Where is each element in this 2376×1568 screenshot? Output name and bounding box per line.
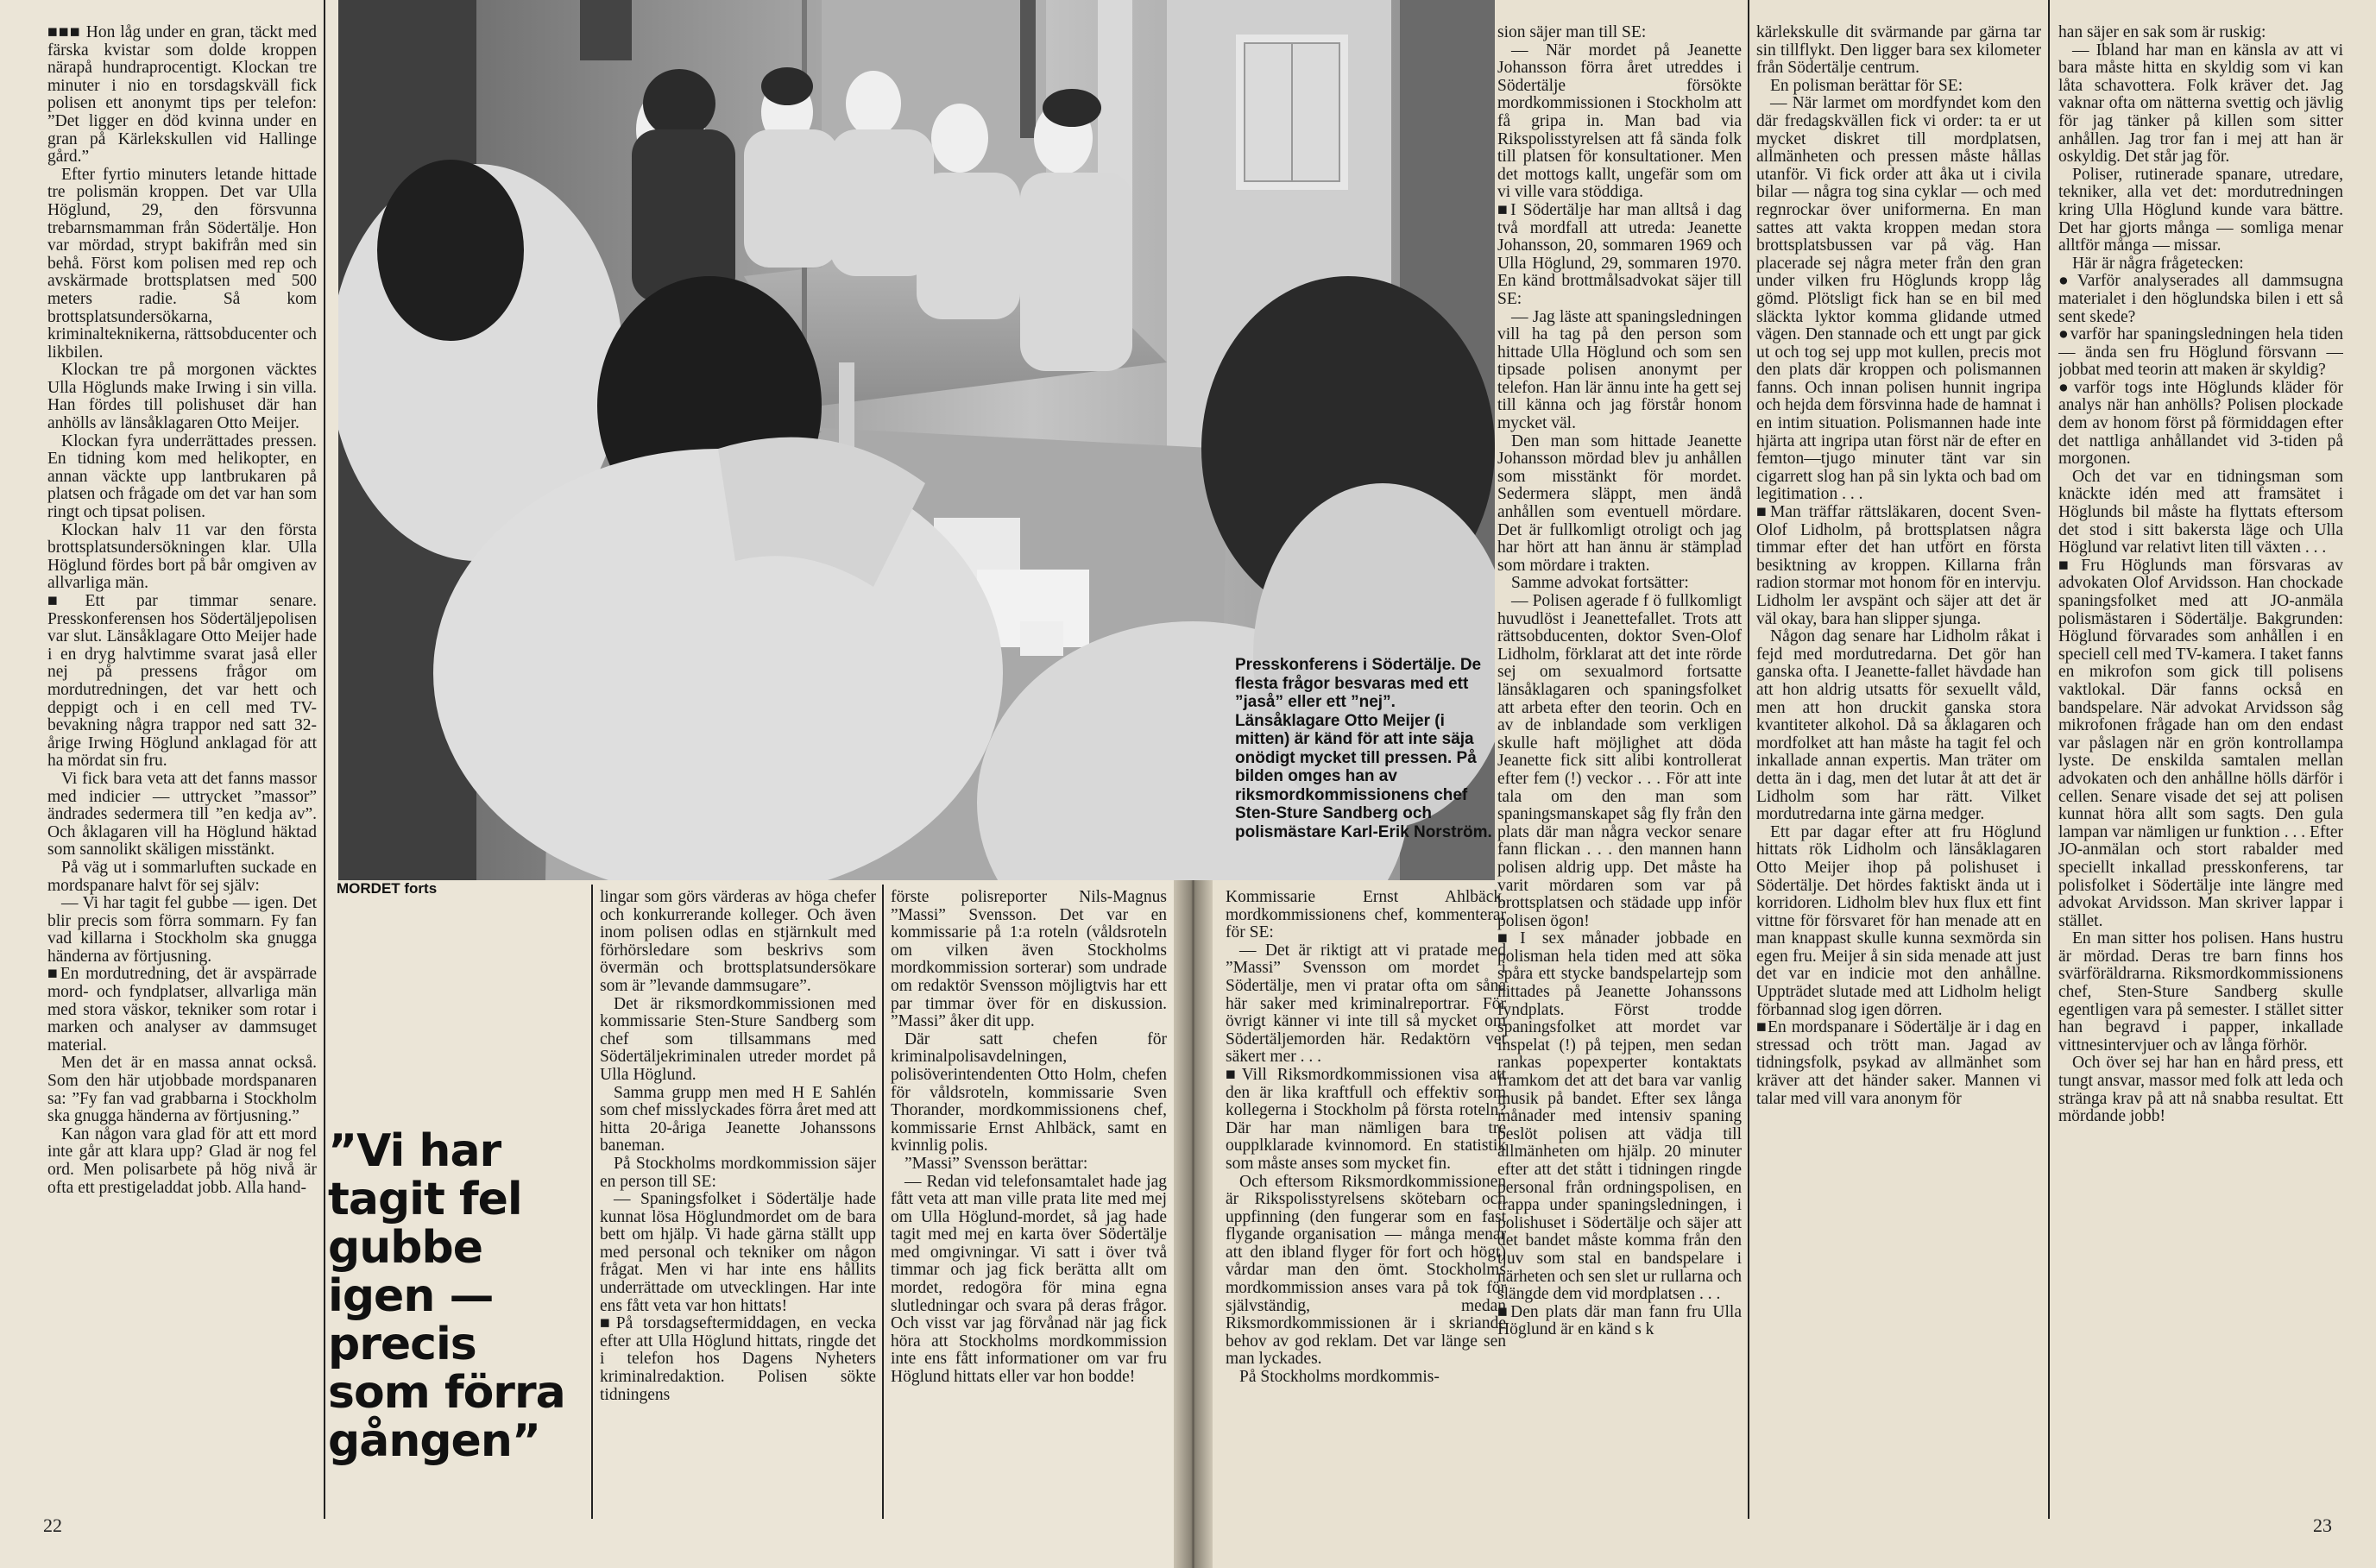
text-column-5 bbox=[1756, 24, 2041, 1513]
paragraph: Samme advokat fortsätter: bbox=[1511, 574, 1689, 593]
paragraph: ■ Den plats där man fann fru Ulla Höglund är en känd s k bbox=[1497, 1304, 1742, 1339]
paragraph: ■ Ett par timmar senare. Presskonferensen hos Södertäljepolisen var slut. Länsåklagare Otto Meijer hade i en dryg halvtimme svarat jaså eller nej på pressens frågor om mordutredningen, det var hett och deppigt och i en cell med TV-bevakning några trappor ned satt 32-årige Irwing Höglund anklagad för att ha mördat sin fru. bbox=[47, 593, 317, 771]
paragraph: Klockan fyra underrättades pressen. En tidning kom med helikopter, en annan väckte upp lantbrukaren på platsen och frågade om det var han som ringt och tipsat polisen. bbox=[47, 431, 317, 522]
paragraph: Efter fyrtio minuters letande hittade tre polismän kroppen. Det var Ulla Höglund, 29, den försvunna trebarnsmamman från Södertälje. Hon var mördad, strypt bakifrån med sin behå. Först kom polisen med rep och avskärmade brottsplatsen med 500 meters radie. Så kom brottsplatsundersökarna, kriminalteknikerna, rättsobducenter och likbilen. bbox=[47, 165, 317, 362]
paragraph: En man sitter hos polisen. Hans hustru är mördad. Deras tre barn finns hos svärföräldrarna. Riksmordkommissionens chef, Sten-Sture Sandberg skulle egentligen vara på semester. I stället sitter han begravd i papper, inkallade vittnesintervjuer och av långa förhör. bbox=[2058, 929, 2343, 1055]
paragraph: Och över sej har han en hård press, ett tungt ansvar, massor med folk att leda och stränga krav på att nå snabba resultat. Ett mördande jobb! bbox=[2058, 1054, 2343, 1126]
paragraph: Och eftersom Riksmordkommissionen är Rikspolisstyrelsens skötebarn och uppfinning (den fungerar som en fast flygande organisation — många menar att den ibland flyger för fort och högt) vårdar man den ömt. Stockholms mordkommission anses vara på tok för självständig, medan Riksmordkommissionen är i skriande behov av god reklam. Det var länge sen man lyckades. bbox=[1226, 1172, 1506, 1369]
question-item: ● Varför analyserades all dammsugna materialet i den höglundska bilen i ett så sent skede? bbox=[2058, 273, 2343, 326]
text-column-4-lower bbox=[1226, 889, 1506, 1514]
paragraph: — Vi har tagit fel gubbe — igen. Det blir precis som förra sommarn. Fy fan vad killarna i Stockholm ska gnugga händerna av förtjusning. bbox=[47, 894, 317, 966]
text-column-6 bbox=[2058, 24, 2343, 1513]
paragraph: Klockan tre på morgonen väcktes Ulla Höglunds make Irwing i sin villa. Han fördes till polishuset där han anhölls av länsåklagaren Otto Meijer. bbox=[47, 361, 317, 433]
column-rule bbox=[1748, 0, 1749, 1519]
paragraph: förste polisreporter Nils-Magnus ”Massi” Svensson. Det var en kommissarie på 1:a roteln (våldsroteln om vilken även Stockholms mordkommission sorterar) som undrade om redaktör Svensson möjligtvis har ett par timmar över för en diskussion. ”Massi” åker dit upp. bbox=[891, 889, 1167, 1031]
text-column-2 bbox=[600, 889, 876, 1514]
paragraph: Det är riksmordkommissionen med kommissarie Sten-Sture Sandberg som chef som tillsammans med Södertäljekriminalen utreder mordet på Ulla Höglund. bbox=[600, 994, 876, 1084]
question-item: ● varför har spaningsledningen hela tiden — ända sen fru Höglund försvann — jobbat med teorin att maken är skyldig? bbox=[2058, 326, 2343, 380]
paragraph: Kan någon vara glad för att ett mord inte går att klara upp? Glad är nog fel ord. Men polisarbete på hög nivå är ofta ett prestigeladdat jobb. Alla hand- bbox=[47, 1124, 317, 1197]
paragraph: ■ Man träffar rättsläkaren, docent Sven-Olof Lidholm, på brottsplatsen några timmar efter det han utfört en första besiktning av kroppen. Killarna från radion stormar mot honom för en intervju. Lidholm ler avspänt och säjer att det är väl okay, bara han slipper sjunga. bbox=[1756, 504, 2041, 628]
paragraph: Samma grupp men med H E Sahlén som chef misslyckades förra året med att hitta 20-åriga Jeanette Johanssons baneman. bbox=[600, 1083, 876, 1156]
continued-label: MORDET forts bbox=[337, 880, 438, 897]
paragraph: — Det är riktigt att vi pratade med ”Massi” Svensson om mordet i Södertälje, men vi pratar ofta om såna här saker med kriminalreportrar. För övrigt känner vi inte till så mycket om Södertäljemorden här. Redaktörn vet säkert mer . . . bbox=[1226, 941, 1506, 1067]
paragraph: lingar som görs värderas av höga chefer och konkurrerande kolleger. Och även inom polisen odlas en stjärnkult med förhörsledare som beskrivs som övermän och brottsplatsundersökare som är ”levande dammsugare”. bbox=[600, 889, 876, 995]
paragraph: — Ibland har man en känsla av att vi bara måste hitta en skyldig som vi kan låta schavottera. Folk kräver det. Jag vaknar ofta om nätterna svettig och jävlig för jag tänker på killen som sitter anhållen. Jag tror fan i mej att han är oskyldig. Det står jag för. bbox=[2058, 41, 2343, 167]
paragraph: han säjer en sak som är ruskig: bbox=[2058, 24, 2266, 41]
paragraph: Den man som hittade Jeanette Johansson mördad blev ju anhållen som misstänkt för mordet. Sedermera släppt, men ändå anhållen som eventuell mördare. Det är fullkomligt otroligt och jag har hört att han ännu är stämplad som mördare i trakten. bbox=[1497, 431, 1742, 575]
column-rule bbox=[882, 885, 884, 1519]
paragraph: Någon dag senare har Lidholm råkat i fejd med mordutredarna. Det gör han ganska ofta. I Jeanette-fallet hävdade han att hon aldrig utsatts för sexuellt våld, men att hon druckit ganska stora kvantiteter alkohol. Då sa åklagaren och mordfolket att han måste ha tagit fel och inkallade annan expertis. Man träter om detta än i dag, men det lutar åt att det är Lidholm som har rätt. Vilket mordutredarna inte gärna medger. bbox=[1756, 627, 2041, 824]
text-column-3 bbox=[891, 889, 1167, 1514]
paragraph: sion säjer man till SE: bbox=[1497, 24, 1647, 41]
paragraph: En polisman berättar för SE: bbox=[1770, 76, 1963, 95]
paragraph: — Polisen agerade f ö fullkomligt huvudlöst i Jeanettefallet. Trots att rättsobducenten, doktor Sven-Olof Lidholm, förklarat att det inte rörde sej om sexualmord fortsatte länsåklagaren och spaningsfolket att arbeta efter den teorin. Och en av de inblandade som verkligen skulle haft möjlighet att döda Jeanette fick sitt alibi kontrollerat efter fem (!) veckor . . . För att inte tala om den man som spaningsmanskapet såg fly från den plats där man några veckor senare fann flickan . . . den mannen hann polisen aldrig upp. Det måste ha varit mördaren som var på brottsplatsen och städade upp inför polisen ögon! bbox=[1497, 592, 1742, 930]
paragraph: ■ I sex månader jobbade en polisman hela tiden med att söka spåra ett stycke bandspelartejp som hittades på Jeanette Johanssons fyndplats. Först trodde spaningsfolket att mordet var inspelat (!) på tejpen, men sedan rankas popexperter kontaktats framkom det att det bara var vanlig musik på bandet. Efter sex långa månader med intensiv spaning beslöt polisen att vädja till allmänheten om hjälp. 20 minuter efter att det stått i tidningen ringde personal från ordningspolisen, en trappa under spaningsledningen, i polishuset i Södertälje och säjer att det bandet måste komma från den tjuv som stal en bandspelare i närheten och sen slet ur rullarna och slängde dem vid mordplatsen . . . bbox=[1497, 930, 1742, 1303]
paragraph: ■ ■■ Hon låg under en gran, täckt med färska kvistar som dolde kroppen närapå hundraprocentigt. Klockan tre minuter i nio en torsdagskväll fick polisen ett anonymt tips per telefon: ”Det ligger en död kvinna under en gran på Kärlekskullen vid Hallinge gård.” bbox=[47, 24, 317, 167]
paragraph: Klockan halv 11 var den första brottsplatsundersökningen klar. Ulla Höglund fördes bort på bår omgiven av allvarliga män. bbox=[47, 520, 317, 593]
paragraph: Där satt chefen för kriminalpolisavdelningen, polisöverintendenten Otto Holm, chefen för våldsroteln, kommissarie Sven Thorander, mordkommissionens chef, kommissarie Ernst Ahlbäck, samt en kvinnlig polis. bbox=[891, 1030, 1167, 1156]
page-number-left: 22 bbox=[43, 1514, 62, 1536]
paragraph: Men det är en massa annat också. Som den här utjobbade mordspanaren sa: ”Fy fan vad grabbarna i Stockholm ska gnugga händerna av förtjusning.” bbox=[47, 1054, 317, 1126]
paragraph: ■ Vill Riksmordkommissionen visa att den är lika kraftfull och effektiv som kollegerna i Stockholm på första roteln? Där har man nämligen bara tre oupplklarade kvinnomord. En statistik som måste anses som mycket fin. bbox=[1226, 1067, 1506, 1174]
paragraph: ■ En mordutredning, det är avspärrade mord- och fyndplatser, allvarliga män med stora väskor, tekniker som rotar i marken och analyser av dammsuget material. bbox=[47, 966, 317, 1055]
page-number-right: 23 bbox=[2313, 1514, 2332, 1536]
headline: ”Vi har tagit fel gubbe igen — precis som förra gången” bbox=[328, 1125, 565, 1467]
paragraph: Här är några frågetecken: bbox=[2072, 254, 2244, 273]
paragraph: — När larmet om mordfyndet kom den där fredagskvällen fick vi order: ta er ut mycket diskret till mordplatsen, allmänheten och pressen måste hållas utanför. Vi fick order att åka ut i civila bilar — några tog sina cyklar — och med regnrockar över uniformerna. En man sattes att vakta kroppen medan stora brottsplatsbussen var på väg. Han placerade sej några meter från den gran under vilken fru Höglunds kropp låg gömd. Plötsligt fick han se en bil med släckta lyktor komma glidande utmed vägen. Den stannade och ett ungt par gick ut och tog sej upp mot kullen, precis mot den plats där kroppen och polismannen fanns. Och innan polisen hunnit ingripa och hejda dem försvinna hade de hamnat i en intim situation. Polismannen hade inte hjärta att ingripa utan först när de efter en femton—tjugo minuter tänt var sin cigarrett slog han på sin lykta och bad om legitimation . . . bbox=[1756, 94, 2041, 504]
paragraph: kärlekskulle dit svärmande par gärna tar sin tillflykt. Den ligger bara sex kilometer från Södertälje centrum. bbox=[1756, 24, 2041, 78]
paragraph: Vi fick bara veta att det fanns massor med indicier — uttrycket ”massor” ändrades sedermera till ”en kedja av”. Och åklagaren vill ha Höglund häktad som sannolikt skäligen misstänkt. bbox=[47, 769, 317, 860]
paragraph: Poliser, rutinerade spanare, utredare, tekniker, alla vet det: mordutredningen kring Ulla Höglund kunde vara bättre. Det har gjorts många — somliga menar alltför många — missar. bbox=[2058, 165, 2343, 255]
paragraph: Och det var en tidningsman som knäckte idén med att framsätet i Höglunds bil måste ha flyttats eftersom det stod i sitt bakersta läge och Ulla Höglund var relativt liten till växten . . . bbox=[2058, 467, 2343, 557]
paragraph: ■ I Södertälje har man alltså i dag två mordfall att utreda: Jeanette Johansson, 20, sommaren 1969 och Ulla Höglund, 29, sommaren 1970. En känd brottmålsadvokat säjer till SE: bbox=[1497, 202, 1742, 309]
column-rule bbox=[324, 0, 325, 1519]
paragraph: Ett par dagar efter att fru Höglund hittats rök Lidholm och länsåklagaren Otto Meijer ihop på polishuset i Södertälje. Det hördes faktiskt ända ut i korridoren. Lidholm blev hux flux ett fint vittne för försvaret för han menade att en man knappast skulle kunna sexmörda sin egen fru. Meijer å sin sida menade att just det var en indicie mot den anhållne. Uppträdet slutade med att Lidholm heligt förbannad slog igen dörren. bbox=[1756, 822, 2041, 1019]
paragraph: — Spaningsfolket i Södertälje hade kunnat lösa Höglundmordet om de bara bett om hjälp. Vi hade gärna ställt upp med personal och tekniker om någon frågat. Men vi har inte ens hållits underrättade om utvecklingen. Har inte ens fått veta var hon hittats! bbox=[600, 1190, 876, 1315]
paragraph: — Jag läste att spaningsledningen vill ha tag på den person som hittade Ulla Höglund och som sen tipsade polisen anonymt per telefon. Han lär ännu inte ha gett sej till känna och jag förstår honom mycket väl. bbox=[1497, 307, 1742, 433]
paragraph: På Stockholms mordkommis- bbox=[1239, 1368, 1440, 1387]
paragraph: ■ Fru Höglunds man försvaras av advokaten Olof Arvidsson. Han chockade spaningsfolket med att JO-anmäla polismästaren i Södertälje. Bakgrunden: Höglund förvarades som anhållen i en speciell cell med TV-kamera. I taket fanns en mikrofon som gick till polisens vaktlokal. Där fanns också en bandspelare. När advokat Arvidsson såg mikrofonen frågade han om den endast var påslagen när en grön kontrollampa lyste. De enskilda samtalen mellan advokaten och den anhållne hölls därför i cellen. Senare visade det sej att polisen kunnat höra allt som sagts. Den gula lampan var nämligen ur funktion . . . Efter JO-anmälan och stort rabalder med speciellt inkallad presskonferens, tar polisfolket i Södertälje inte längre med advokat Arvidsson. Man skriver lappar i stället. bbox=[2058, 557, 2343, 930]
column-rule bbox=[591, 885, 593, 1519]
text-column-1 bbox=[47, 24, 317, 1513]
photo-caption: Presskonferens i Södertälje. De flesta frågor besvaras med ett ”jaså” eller ett ”nej”. Länsåklagare Otto Meijer (i mitten) är känd för att inte säja onödigt mycket till pressen. På bilden omges han av riksmordkommissionens chef Sten-Sture Sandberg och polismästare Karl-Erik Norström. bbox=[1235, 656, 1492, 841]
column-rule bbox=[2048, 0, 2050, 1519]
question-item: ● varför togs inte Höglunds kläder för analys när han anhölls? Polisen plockade dem av honom först på förmiddagen efter det nattliga anhållandet vid 3-tiden på morgonen. bbox=[2058, 380, 2343, 469]
paragraph: Kommissarie Ernst Ahlbäck, mordkommissionens chef, kommenterar för SE: bbox=[1226, 889, 1506, 942]
paragraph: — När mordet på Jeanette Johansson förra året utreddes i Södertälje försökte mordkommissionen i Stockholm att få gripa in. Man bad via Rikspolisstyrelsen att få sända folk till platsen för konsultationer. Men det mottogs kallt, ungefär som om vi ville vara stöddiga. bbox=[1497, 41, 1742, 202]
text-column-4 bbox=[1497, 24, 1742, 1513]
paragraph: På Stockholms mordkommission säjer en person till SE: bbox=[600, 1154, 876, 1191]
paragraph: ■ En mordspanare i Södertälje är i dag en stressad och trött man. Jagad av tidningsfolk, psykad av allmänhet som kräver att det händer saker. Mannen vi talar med vill vara anonym för bbox=[1756, 1019, 2041, 1108]
paragraph: På väg ut i sommarluften suckade en mordspanare halvt för sej själv: bbox=[47, 858, 317, 895]
paragraph: ”Massi” Svensson berättar: bbox=[904, 1154, 1088, 1173]
paragraph: — Redan vid telefonsamtalet hade jag fått veta att man ville prata lite med mej om Ulla Höglund-mordet, så jag hade tagit med mej en karta över Södertälje med omgivningar. Vi satt i över två timmar och jag fick berätta allt om mordet, redogöra för mina egna slutledningar och svara på deras frågor. Och visst var jag förvånad när jag fick höra att Stockholms mordkommission inte ens fått informationer om var fru Höglund hittats eller var hon bodde! bbox=[891, 1172, 1167, 1387]
paragraph: ■ På torsdagseftermiddagen, en vecka efter att Ulla Höglund hittats, ringde det i telefon hos Dagens Nyheters kriminalredaktion. Polisen sökte tidningens bbox=[600, 1315, 876, 1404]
